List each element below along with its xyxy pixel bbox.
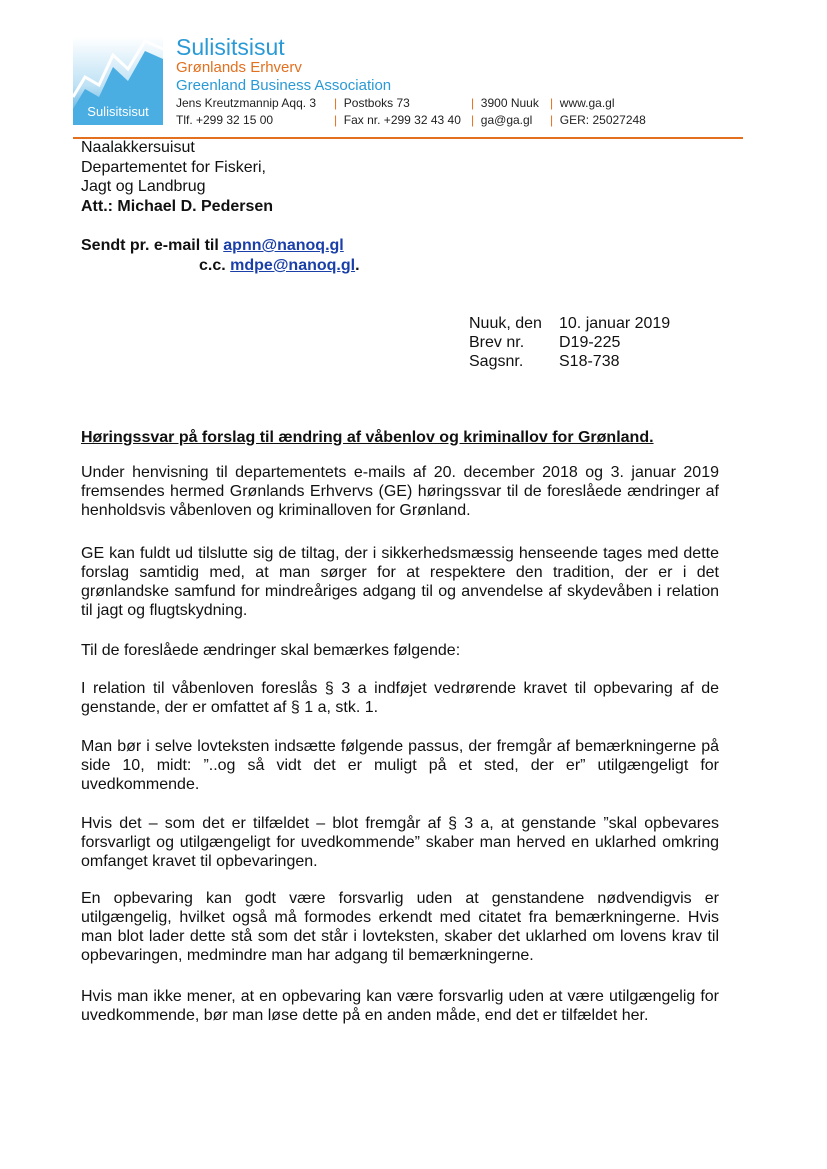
email-link-primary[interactable]: apnn@nanoq.gl [223,237,344,254]
letter-date: 10. januar 2019 [559,315,671,332]
cc-suffix: . [355,257,360,274]
case-number-label: Sagsnr. [469,353,524,370]
fax-line [334,113,461,127]
org-email: ga@ga.gl [480,113,533,127]
cc-prefix: c.c. [199,257,226,274]
body-paragraph: Man bør i selve lovteksten indsætte følgende passus, der fremgår af bemærkningerne på side 10, midt: ”..og så vidt det er muligt på et sted, der er” utilgængeligt for uvedkommende. [81,738,719,793]
separator: | [471,96,475,110]
body-paragraph: GE kan fuldt ud tilslutte sig de tiltag, der i sikkerhedsmæssig henseende tages med dette forslag samtidig med, at man sørger for at respektere den tradition, der er i det grønlandske samfund for mindreåriges adgang til og anvendelse af skydevåben i relation til jagt og flugtskydning. [81,545,719,619]
recipient-line-2: Departementet for Fiskeri, [81,159,266,176]
city: 3900 Nuuk [480,96,539,110]
body-paragraph: En opbevaring kan godt være forsvarlig uden at genstandene nødvendigvis er utilgængelig, hvilket også må formodes erkendt med citatet fra bemærkningerne. Hvis man blot lader dette stå som det står i lovteksten, skaber det uklarhed om lovens krav til opbevaringen, medmindre man har adgang til bemærkningerne. [81,890,719,964]
phone: Tlf. +299 32 15 00 [176,113,274,127]
body-paragraph: Til de foreslåede ændringer skal bemærkes følgende: [81,642,461,659]
ger-line [550,113,646,127]
separator: | [550,96,554,110]
email-line [471,113,532,127]
recipient-line-1: Naalakkersuisut [81,139,195,156]
logo-wordmark: Sulisitsisut [87,104,149,119]
web-line [550,96,615,110]
ger-number: GER: 25027248 [559,113,646,127]
recipient-attention: Att.: Michael D. Pedersen [81,198,274,215]
body-paragraph: Hvis man ikke mener, at en opbevaring kan være forsvarlig uden at være utilgængelig for uvedkommende, bør man løse dette på en anden måde, end det er tilfældet her. [81,988,719,1024]
website: www.ga.gl [559,96,615,110]
city-line [471,96,539,110]
separator: | [471,113,475,127]
sent-line [81,236,344,255]
address: Jens Kreutzmannip Aqq. 3 [176,96,317,110]
cc-line [199,256,360,275]
sent-prefix: Sendt pr. e-mail til [81,237,219,254]
letter-number-label: Brev nr. [469,334,525,351]
case-number: S18-738 [559,353,620,370]
postbox-line [334,96,410,110]
body-paragraph: Under henvisning til departementets e-mails af 20. december 2018 og 3. januar 2019 fremsendes hermed Grønlands Erhvervs (GE) høringssvar til de foreslåede ændringer af henholdsvis våbenloven og kriminalloven for Grønland. [81,464,719,519]
body-paragraph: Hvis det – som det er tilfældet – blot fremgår af § 3 a, at genstande ”skal opbevares forsvarligt og utilgængeligt for uvedkommende” skaber man herved en uklarhed omkring omfanget kravet til opbevaringen. [81,815,719,870]
separator: | [334,96,338,110]
company-logo [73,37,163,125]
email-link-cc[interactable]: mdpe@nanoq.gl [230,257,356,274]
separator: | [334,113,338,127]
body-paragraph: I relation til våbenloven foreslås § 3 a indføjet vedrørende kravet til opbevaring af de genstande, der er omfattet af § 1 a, stk. 1. [81,680,719,716]
separator: | [550,113,554,127]
recipient-line-3: Jagt og Landbrug [81,178,206,195]
place-label: Nuuk, den [469,315,542,332]
org-name: Sulisitsisut [176,34,285,60]
letter-number: D19-225 [559,334,621,351]
org-name-danish: Grønlands Erhverv [176,59,302,76]
postbox: Postboks 73 [343,96,410,110]
letter-subject: Høringssvar på forslag til ændring af våbenlov og kriminallov for Grønland. [81,429,654,446]
fax: Fax nr. +299 32 43 40 [343,113,461,127]
org-name-english: Greenland Business Association [176,77,392,94]
